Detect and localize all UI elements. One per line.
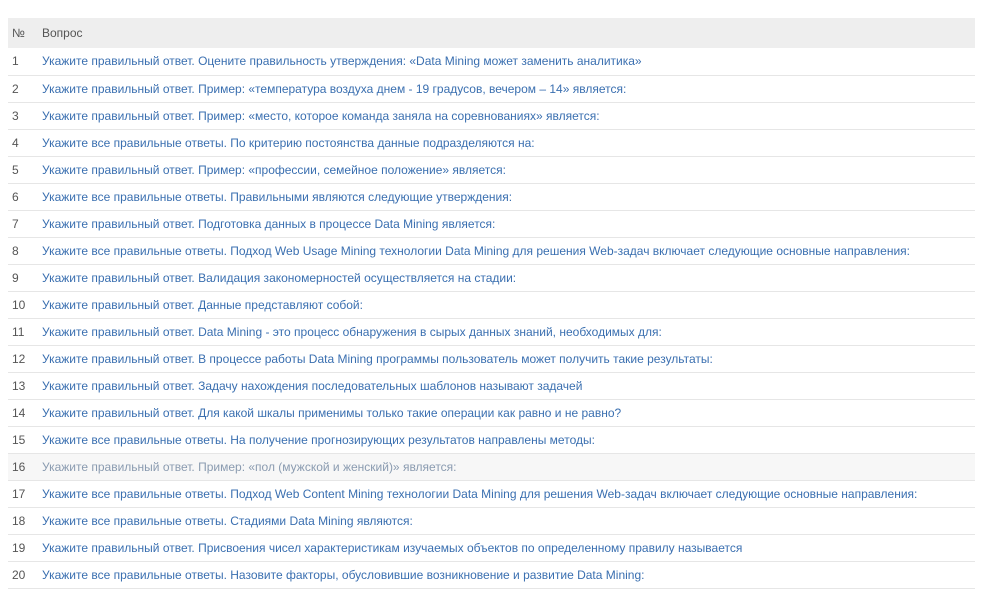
row-number: 13 [12,378,26,393]
row-question-cell [38,480,975,507]
table-row [8,453,975,480]
row-number: 9 [12,270,19,285]
table-row [8,210,975,237]
row-number: 8 [12,243,19,258]
question-link[interactable]: Укажите правильный ответ. Валидация закономерностей осуществляется на стадии: [42,270,517,285]
row-question-cell [38,534,975,561]
row-question-cell [38,399,975,426]
row-number: 2 [12,81,19,96]
row-question-cell [38,507,975,534]
row-question-cell [38,453,975,480]
question-link[interactable]: Укажите все правильные ответы. На получение прогнозирующих результатов направлены методы: [42,432,595,447]
row-number: 3 [12,108,19,123]
row-number: 16 [12,459,26,474]
row-number: 1 [12,54,19,69]
question-link[interactable]: Укажите правильный ответ. Подготовка данных в процессе Data Mining является: [42,216,496,231]
table-row [8,561,975,588]
table-row [8,156,975,183]
table-row [8,48,975,75]
table-row [8,507,975,534]
row-number: 19 [12,540,26,555]
row-number: 11 [12,324,25,339]
row-question-cell [38,561,975,588]
row-question-cell [38,75,975,102]
table-row [8,183,975,210]
row-number: 18 [12,513,26,528]
table-row [8,237,975,264]
table-row [8,399,975,426]
table-row [8,345,975,372]
row-question-cell [38,426,975,453]
row-question-cell [38,102,975,129]
row-question-cell [38,345,975,372]
table-row [8,372,975,399]
header-number: № [12,26,25,40]
table-row [8,291,975,318]
row-number: 14 [12,405,26,420]
table-row [8,129,975,156]
question-link[interactable]: Укажите все правильные ответы. Правильными являются следующие утверждения: [42,189,513,204]
question-link[interactable]: Укажите правильный ответ. В процессе работы Data Mining программы пользователь может получить такие результаты: [42,351,713,366]
row-number: 6 [12,189,19,204]
question-link[interactable]: Укажите правильный ответ. Оцените правильность утверждения: «Data Mining может заменить аналитика» [42,54,642,69]
question-link[interactable]: Укажите правильный ответ. Пример: «профессии, семейное положение» является: [42,162,506,177]
question-link[interactable]: Укажите правильный ответ. Данные представляют собой: [42,297,363,312]
question-link[interactable]: Укажите правильный ответ. Для какой шкалы применимы только такие операции как равно и не равно? [42,405,622,420]
table-row [8,75,975,102]
table-row [8,102,975,129]
question-link[interactable]: Укажите все правильные ответы. Подход Web Usage Mining технологии Data Mining для решения Web-задач включает следующие основные направления: [42,243,911,258]
question-link[interactable]: Укажите правильный ответ. Пример: «пол (мужской и женский)» является: [42,459,457,474]
row-question-cell [38,48,975,75]
question-link[interactable]: Укажите все правильные ответы. По критерию постоянства данные подразделяются на: [42,135,535,150]
row-question-cell [38,183,975,210]
table-row [8,318,975,345]
question-link[interactable]: Укажите все правильные ответы. Подход Web Content Mining технологии Data Mining для решения Web-задач включает следующие основные направления: [42,486,918,501]
header-question: Вопрос [42,26,83,40]
row-question-cell [38,156,975,183]
row-number: 15 [12,432,26,447]
table-row [8,264,975,291]
row-question-cell [38,237,975,264]
questions-table [8,18,975,589]
row-question-cell [38,210,975,237]
table-row [8,534,975,561]
row-number: 5 [12,162,19,177]
question-link[interactable]: Укажите правильный ответ. Data Mining - это процесс обнаружения в сырых данных знаний, необходимых для: [42,324,662,339]
row-question-cell [38,291,975,318]
question-link[interactable]: Укажите все правильные ответы. Стадиями Data Mining являются: [42,513,413,528]
table-row [8,426,975,453]
question-link[interactable]: Укажите правильный ответ. Присвоения чисел характеристикам изучаемых объектов по определенному правилу называется [42,540,743,555]
row-number: 20 [12,567,26,582]
row-number: 4 [12,135,19,150]
row-number: 10 [12,297,26,312]
row-number: 7 [12,216,19,231]
row-question-cell [38,372,975,399]
table-row [8,480,975,507]
table-header-row [8,18,975,48]
row-question-cell [38,264,975,291]
row-question-cell [38,129,975,156]
question-link[interactable]: Укажите правильный ответ. Задачу нахождения последовательных шаблонов называют задачей [42,378,583,393]
questions-table-container [8,18,975,589]
question-link[interactable]: Укажите правильный ответ. Пример: «место, которое команда заняла на соревнованиях» является: [42,108,600,123]
row-question-cell [38,318,975,345]
question-link[interactable]: Укажите правильный ответ. Пример: «температура воздуха днем - 19 градусов, вечером – 14» является: [42,81,627,96]
row-number: 17 [12,486,26,501]
row-number: 12 [12,351,26,366]
question-link[interactable]: Укажите все правильные ответы. Назовите факторы, обусловившие возникновение и развитие Data Mining: [42,567,645,582]
